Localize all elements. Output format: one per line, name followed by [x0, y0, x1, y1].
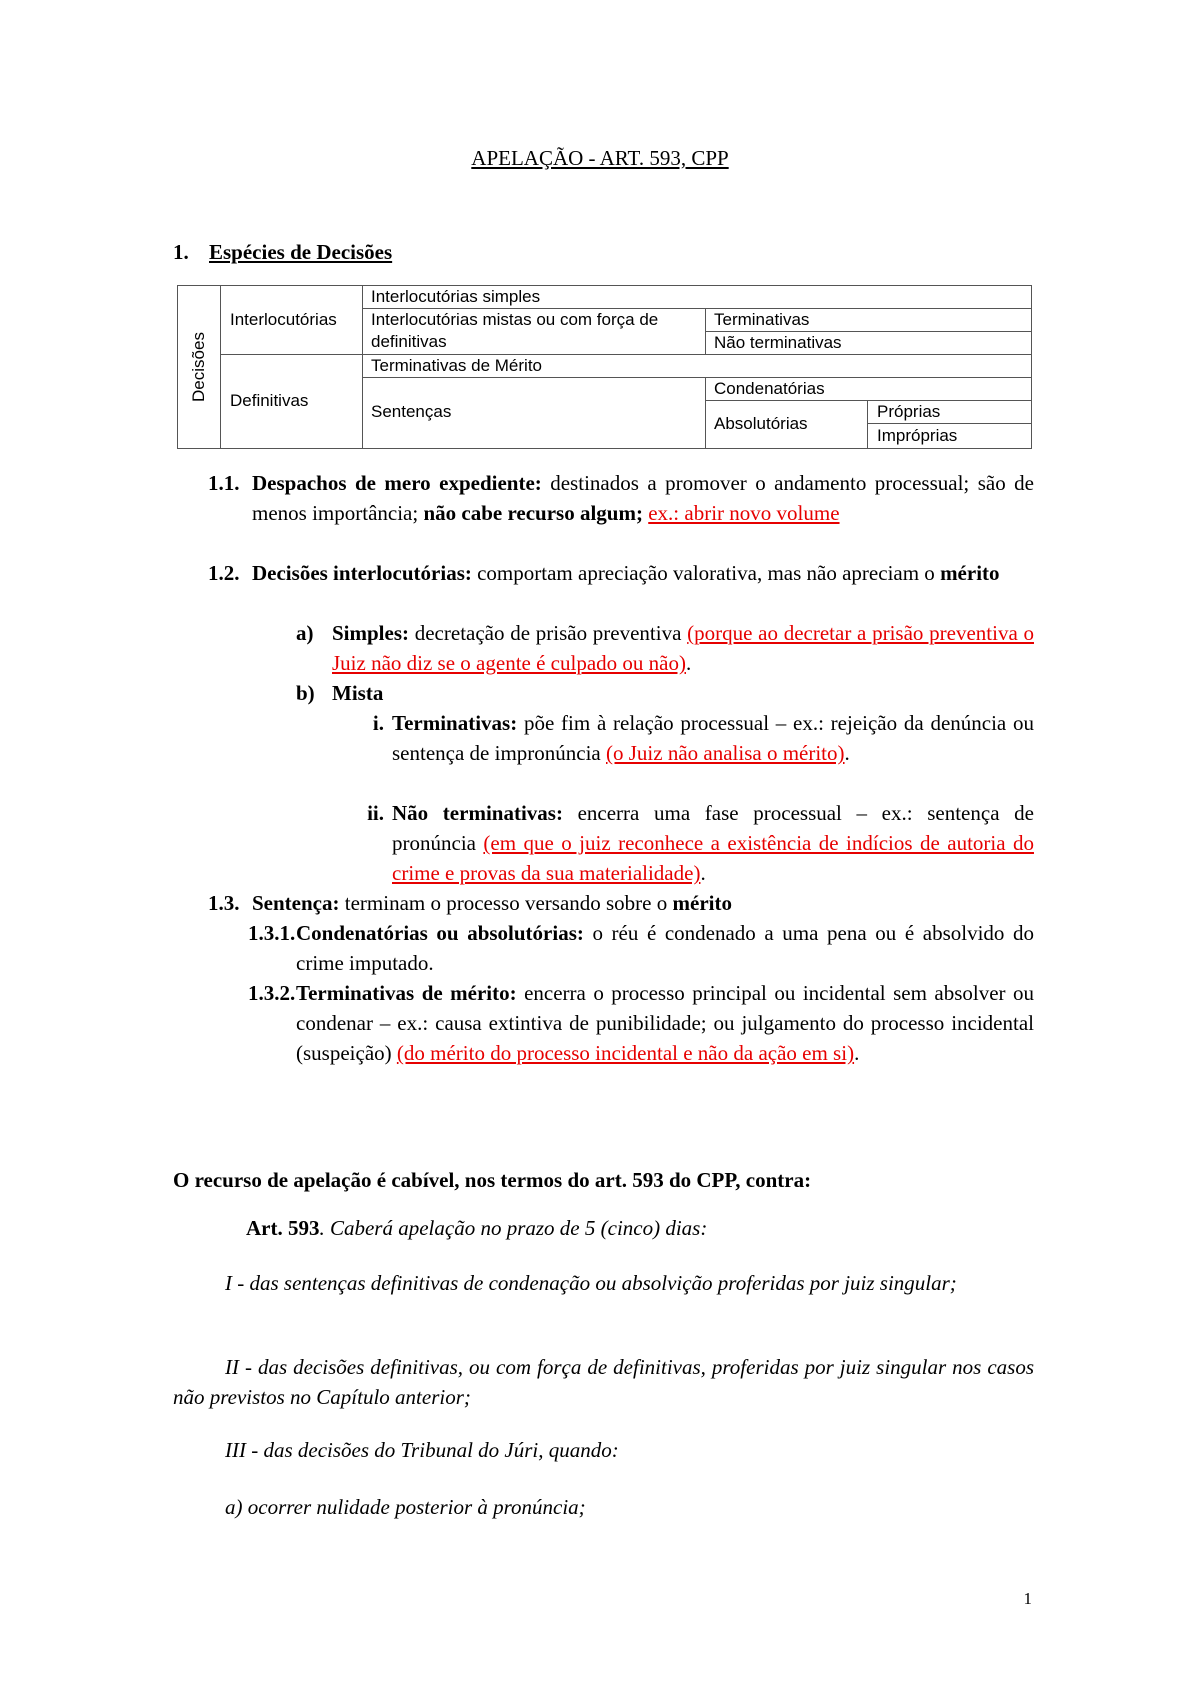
- item-number: 1.3.: [208, 891, 240, 915]
- page-number: 1: [1023, 1589, 1032, 1608]
- item-1-3-2: [248, 978, 1034, 1068]
- item-number: 1.3.2.: [248, 981, 296, 1005]
- document-title: APELAÇÃO - ART. 593, CPP: [471, 146, 729, 170]
- item-text: encerra uma fase processual – ex.: sentença de pronúncia: [392, 801, 1034, 855]
- item-number: a): [296, 621, 314, 645]
- item-bold: não cabe recurso algum;: [423, 501, 643, 525]
- item-label: Não terminativas:: [392, 801, 563, 825]
- table-root-label: Decisões: [189, 332, 208, 402]
- cell-terminativas-merito: Terminativas de Mérito: [371, 356, 543, 375]
- cell-inter-mistas: Interlocutórias mistas ou com força de definitivas: [371, 310, 659, 351]
- item-red-note: (o Juiz não analisa o mérito): [606, 741, 845, 765]
- item-text: decretação de prisão preventiva: [409, 621, 688, 645]
- item-label: Mista: [332, 681, 384, 705]
- item-number: 1.2.: [208, 561, 240, 585]
- cell-sentencas: Sentenças: [371, 402, 452, 421]
- item-number: ii.: [367, 801, 384, 825]
- cell-nao-terminativas: Não terminativas: [714, 333, 842, 352]
- cell-definitivas: Definitivas: [230, 391, 309, 410]
- cell-absolutorias: Absolutórias: [714, 414, 808, 433]
- item-b: [296, 678, 1034, 708]
- item-text: terminam o processo versando sobre o: [339, 891, 673, 915]
- cell-inter-simples: Interlocutórias simples: [371, 287, 541, 306]
- inciso-III: III - das decisões do Tribunal do Júri, quando:: [225, 1438, 619, 1462]
- item-label: Despachos de mero expediente:: [252, 471, 542, 495]
- art-number: Art. 593: [246, 1216, 320, 1240]
- item-i: [358, 708, 1034, 768]
- item-1-3: [208, 888, 1034, 918]
- item-ii: [358, 798, 1034, 888]
- inciso-II: II - das decisões definitivas, ou com força de definitivas, proferidas por juiz singular nos casos não previstos no Capítulo anterior;: [173, 1355, 1034, 1409]
- item-a: [296, 618, 1034, 678]
- item-end: .: [844, 741, 850, 765]
- item-text: põe fim à relação processual – ex.: rejeição da denúncia ou sentença de impronúncia: [392, 711, 1034, 765]
- cell-terminativas: Terminativas: [714, 310, 810, 329]
- section-title: Espécies de Decisões: [209, 240, 393, 264]
- item-1-2: [208, 558, 1034, 588]
- item-text: o réu é condenado a uma pena ou é absolvido do crime imputado.: [296, 921, 1034, 975]
- art-text: . Caberá apelação no prazo de 5 (cinco) dias:: [319, 1216, 708, 1240]
- item-label: Decisões interlocutórias:: [252, 561, 472, 585]
- item-bold: mérito: [940, 561, 1000, 585]
- item-1-1: [208, 468, 1034, 528]
- item-1-3-1: [248, 918, 1034, 978]
- item-red-note: (porque ao decretar a prisão preventiva o Juiz não diz se o agente é culpado ou não): [332, 621, 1034, 675]
- item-number: 1.1.: [208, 471, 240, 495]
- item-red-note: (em que o juiz reconhece a existência de indícios de autoria do crime e provas da sua materialidade): [392, 831, 1034, 885]
- section-heading: [173, 240, 392, 265]
- item-number: i.: [372, 711, 384, 735]
- alinea-a: a) ocorrer nulidade posterior à pronúncia;: [225, 1495, 586, 1519]
- item-text: encerra o processo principal ou incidental sem absolver ou condenar – ex.: causa extintiva de punibilidade; ou julgamento do processo incidental (suspeição): [296, 981, 1034, 1065]
- item-text: destinados a promover o andamento processual; são de menos importância;: [252, 471, 1034, 525]
- item-end: .: [854, 1041, 860, 1065]
- section-number: 1.: [173, 240, 189, 264]
- item-end: .: [685, 651, 692, 675]
- item-bold: mérito: [672, 891, 732, 915]
- item-label: Simples:: [332, 621, 410, 645]
- recurso-heading: O recurso de apelação é cabível, nos termos do art. 593 do CPP, contra:: [173, 1168, 812, 1192]
- inciso-I: I - das sentenças definitivas de condenação ou absolvição proferidas por juiz singular;: [225, 1271, 957, 1295]
- decisions-table: [177, 285, 1032, 449]
- item-text: comportam apreciação valorativa, mas não apreciam o: [471, 561, 941, 585]
- cell-proprias: Próprias: [877, 402, 941, 421]
- art-593: [246, 1213, 1034, 1243]
- item-red-note: (do mérito do processo incidental e não da ação em si): [396, 1041, 855, 1065]
- item-label: Condenatórias ou absolutórias:: [296, 921, 584, 945]
- item-red-note: ex.: abrir novo volume: [648, 501, 840, 525]
- item-end: .: [700, 861, 706, 885]
- item-label: Sentença:: [252, 891, 340, 915]
- item-label: Terminativas:: [392, 711, 518, 735]
- cell-condenatorias: Condenatórias: [714, 379, 825, 398]
- cell-interlocutorias: Interlocutórias: [230, 310, 337, 329]
- cell-improprias: Impróprias: [877, 426, 958, 445]
- item-number: 1.3.1.: [248, 921, 296, 945]
- item-label: Terminativas de mérito:: [296, 981, 517, 1005]
- item-number: b): [296, 681, 315, 705]
